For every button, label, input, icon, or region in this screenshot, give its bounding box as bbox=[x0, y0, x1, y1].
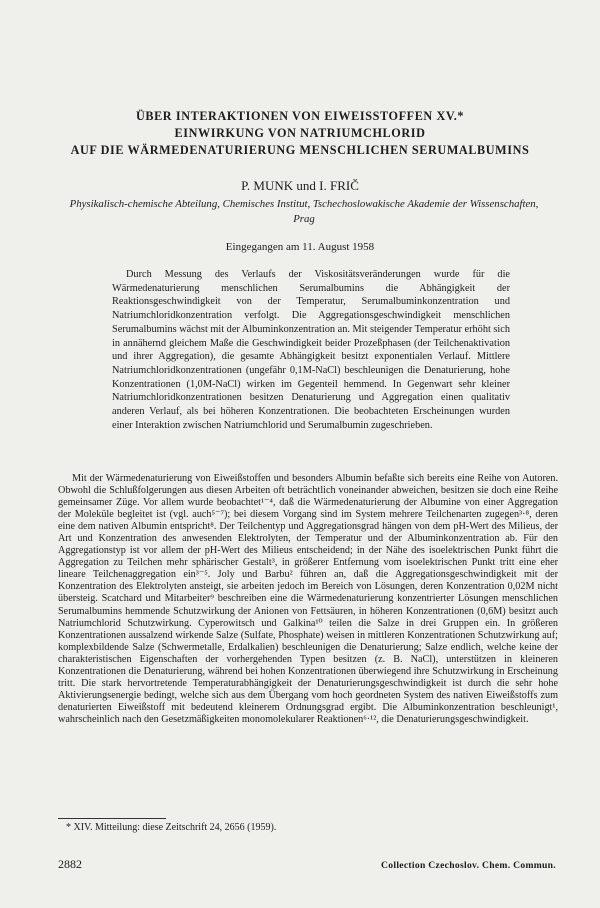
journal-name: Collection Czechoslov. Chem. Commun. bbox=[381, 860, 556, 871]
title-line-1: ÜBER INTERAKTIONEN VON EIWEISSTOFFEN XV.* bbox=[135, 109, 465, 123]
abstract: Durch Messung des Verlaufs der Viskositätsveränderungen wurde für die Wärmedenaturierung menschlichen Serumalbumins die Abhängigkeit der Reaktionsgeschwindigkeit von der Temperatur, Serumalbuminkonzentration und Natriumchloridkonzentration verfolgt. Die Aggregationsgeschwindigkeit menschlichen Serumalbumins wächst mit der Albuminkonzentration an. Mit steigender Temperatur erhöht sich in annähernd gleichem Maße die Geschwindigkeit beider Prozeßphasen (der Teilchenaktivation und ihrer Aggregation), die gesamte Abhängigkeit besitzt exponentialen Verlauf. Mittlere Natriumchloridkonzentrationen (ungefähr 0,1M-NaCl) beschleunigen die Denaturierung, hohe Konzentrationen (1,0M-NaCl) wirken im Gegenteil hemmend. In Gegenwart sehr kleiner Natriumchloridkonzentrationen besitzen Denaturierung und Aggregation einen qualitativ anderen Verlauf, als bei höheren Konzentrationen. Die beobachteten Erscheinungen wurden einer Interaktion zwischen Natriumchlorid und Serumalbumin zugeschrieben. bbox=[112, 269, 511, 431]
title-line-3: AUF DIE WÄRMEDENATURIERUNG MENSCHLICHEN SERUMALBUMINS bbox=[70, 143, 530, 157]
footnote: * XIV. Mitteilung: diese Zeitschrift 24, 2656 (1959). bbox=[66, 822, 277, 833]
affiliation: Physikalisch-chemische Abteilung, Chemisches Institut, Tschechoslowakische Akademie der Wissenschaften, Prag bbox=[69, 198, 539, 225]
authors: P. MUNK und I. FRIČ bbox=[241, 178, 359, 193]
received-date: Eingegangen am 11. August 1958 bbox=[225, 241, 375, 253]
footnote-rule bbox=[58, 818, 166, 819]
page-number: 2882 bbox=[58, 857, 82, 871]
body-text: Mit der Wärmedenaturierung von Eiweißstoffen und besonders Albumin befaßte sich bereits eine Reihe von Autoren. Obwohl die Schlußfolgerungen aus diesen Arbeiten oft beträchtlich voneinander abweichen, besitzen sie doch eine Reihe gemeinsamer Züge. Vor allem wurde beobachtet¹⁻⁴, daß die Wärmedenaturierung der Albumine von einer Aggregation der Moleküle begleitet ist (vgl. auch⁵⁻⁷); bei diesem Vorgang sind im System mehrere Teilchenarten zugegen³·⁸, deren eine dem nativen Albumin entspricht⁸. Der Teilchentyp und Aggregationsgrad hängen von dem pH-Wert des Milieus, der Art und Konzentration des anwesenden Elektrolyten, der Temperatur und der Albuminkonzentration ab. Für den Aggregationstyp ist vor allem der pH-Wert des Milieus entscheidend; in der Nähe des isoelektrischen Punkt führt die Aggregation zu Teilchen mehr sphärischer Gestalt³, in größerer Entfernung vom isoelektrischen Punkt tritt eine eher lineare Teilchenaggregation ein³⁻⁵. Joly und Barbu² führen an, daß die Aggregationsgeschwindigkeit mit der Konzentration des Elektrolyten ansteigt, sie arbeiten jedoch im Bereich von Lösungen, deren Konzentration 0,02M nicht übersteig. Scatchard und Mitarbeiter⁹ beschreiben eine die Wärmedenaturierung konzentrierter Lösungen menschlichen Serumalbumins hemmende Schutzwirkung der Anionen von Fettsäuren, in höheren Konzentrationen (0,6M) besitzt auch Natriumchlorid Schutzwirkung. Cyperowitsch und Galkina¹⁰ teilen die Salze in drei Gruppen ein. In größeren Konzentrationen aussalzend wirkende Salze (Sulfate, Phosphate) weisen in mittleren Konzentrationen Schutzwirkung auf; komplexbildende Salze (Schwermetalle, Erdalkalien) beschleunigen die Denaturierung; Salze endlich, welche keine der charakteristischen Eigenschaften der vorhergehenden Typen besitzen (z. B. NaCl), unterstützen in kleineren Konzentrationen die Denaturierung, während bei hohen Konzentrationen überwiegend ihre Schutzwirkung in Erscheinung tritt. Die stark hervortretende Temperaturabhängigkeit der Denaturierungsgeschwindigkeit ist durch die sehr hohe Aktivierungsenergie bedingt, welche sich aus dem Übergang vom hoch geordneten System des nativen Eiweißstoffs zum denaturierten Eiweißstoff mit bedeutend kleinerem Ordnungsgrad ergibt. Die Albuminkonzentration beschleunigt¹, wahrscheinlich nach den Gesetzmäßigkeiten monomolekularer Reaktionen⁶·¹², die Denaturierungsgeschwindigkeit. bbox=[58, 473, 558, 725]
title-line-2: EINWIRKUNG VON NATRIUMCHLORID bbox=[174, 126, 426, 140]
